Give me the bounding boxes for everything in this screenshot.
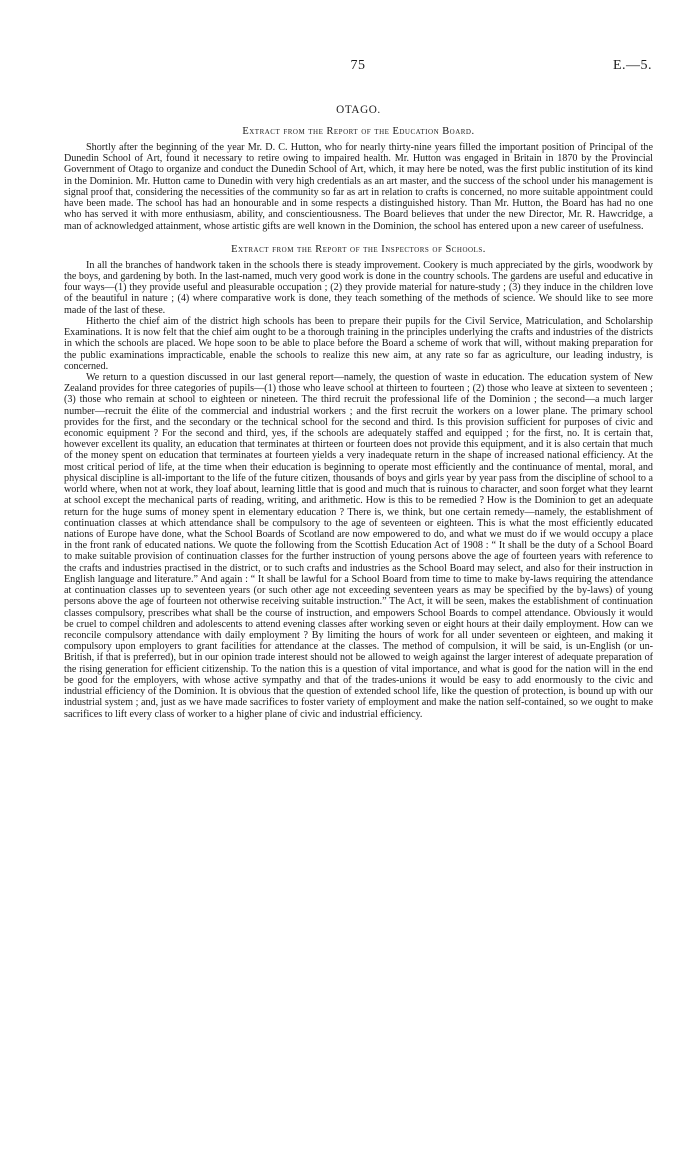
- page-body: [64, 104, 653, 720]
- paragraph: We return to a question discussed in our last general report—namely, the question of waste in education. The education system of New Zealand provides for three categories of pupils—(1) those who leave school at thirteen to fourteen ; (2) those who leave at sixteen to seventeen ; (3) those who remain at school to eighteen or nineteen. The third recruit the professional life of the Dominion ; the second—a much larger number—recruit the élite of the commercial and industrial workers ; and the first recruit the workers on a lower plane. The primary school provides for the first, and the secondary or the technical school for the second and third. Is this provision sufficient for purposes of civic and economic equipment ? For the second and third, yes, if the schools are adequately staffed and equipped ; for the first, no. It is certain that, however excellent its quality, an education that terminates at thirteen or fourteen does not provide this equipment, and it is also certain that much of the money spent on education that terminates at fourteen yields a very inadequate return in the shape of increased national efficiency. At the most critical period of life, at the time when their education is beginning to operate most efficiently and the continuance of mental, moral, and physical discipline is all-important to the life of the future citizen, thousands of boys and girls year by year pass from the discipline of school to a world where, when not at work, they loaf about, learning little that is good and much that is ruinous to character, and soon forget what they learnt at school except the mechanical parts of reading, writing, and arithmetic. How is this to be remedied ? How is the Dominion to get an adequate return for the huge sums of money spent in elementary education ? There is, we think, but one certain remedy—namely, the establishment of continuation classes at which attendance shall be compulsory to the age of seventeen or eighteen. This is what the most efficiently educated nations of Europe have done, what the School Boards of Scotland are now empowered to do, and what we must do if we would occupy a place in the front rank of educated nations. We quote the following from the Scottish Education Act of 1908 : “ It shall be the duty of a School Board to make suitable provision of continuation classes for the further instruction of young persons above the age of fourteen years with reference to the crafts and industries practised in the district, or to such crafts and industries as the School Board may select, and also for their instruction in English language and literature.” And again : “ It shall be lawful for a School Board from time to time to make by-laws requiring the attendance at continuation classes up to seventeen years (or such other age not exceeding seventeen years as may be specified by the by-laws) of young persons above the age of fourteen not otherwise receiving suitable instruction.” The Act, it will be seen, makes the establishment of continuation classes compulsory, prescribes what shall be the course of instruction, and empowers School Boards to compel attendance. Obviously it would be cruel to compel children and adolescents to attend evening classes after working seven or eight hours at their daily employment. How can we reconcile compulsory attendance with daily employment ? By limiting the hours of work for all under seventeen or eighteen, and making it compulsory upon employers to grant facilities for attendance at the classes. The method of compulsion, it will be said, is un-English (or un-British, if that is preferred), but in our opinion trade interest should not be allowed to weigh against the larger interest of adequate preparation of the rising generation for efficient citizenship. To the nation this is a question of vital importance, and what is good for the nation will in the end be good for the employers, with whose active sympathy and that of the trades-unions it would be easy to add enormously to the civic and industrial efficiency of the Dominion. It is obvious that the question of extended school life, like the question of protection, is bound up with our industrial system ; and, just as we have made sacrifices to foster variety of employment and make the nation self-contained, so we ought to make sacrifices to lift every class of worker to a higher plane of civic and industrial efficiency.: [64, 371, 653, 720]
- section-heading-education-board: Extract from the Report of the Education Board.: [242, 126, 475, 137]
- paragraph: In all the branches of handwork taken in the schools there is steady improvement. Cookery is much appreciated by the girls, woodwork by the boys, and gardening by both. In the last-named, much very good work is done in the country schools. The gardens are useful and educative in four ways—(1) they provide useful and pleasurable occupation ; (2) they provide material for nature-study ; (3) they induce in the children love of the beautiful in nature ; (4) where comparative work is done, they teach something of the methods of science. We should like to see more made of the last of these.: [64, 259, 653, 316]
- document-reference: E.—5.: [612, 58, 652, 73]
- section-heading-inspectors: Extract from the Report of the Inspectors of Schools.: [231, 243, 486, 255]
- paragraph: Shortly after the beginning of the year Mr. D. C. Hutton, who for nearly thirty-nine years filled the important position of Principal of the Dunedin School of Art, found it necessary to retire owing to impaired health. Mr. Hutton was engaged in Britain in 1870 by the Provincial Government of Otago to organize and conduct the Dunedin School of Art, which, it may here be noted, was the first public institution of its kind in the Dominion. Mr. Hutton came to Dunedin with very high credentials as an art master, and the success of the school under his management is signal proof that, considering the necessities of the community so far as art in relation to crafts is concerned, no more suitable appointment could have been made. The school has had an honourable and in some respects a distinguished history. Than Mr. Hutton, the Board has had no one who has served it with more enthusiasm, ability, and conscientiousness. The Board believes that under the new Director, Mr. R. Hawcridge, a man of acknowledged attainment, whose artistic gifts are well known in the Dominion, the school has entered upon a new career of usefulness.: [64, 142, 653, 232]
- region-title: OTAGO.: [336, 104, 381, 116]
- page-header: [64, 58, 652, 78]
- page-number: 75: [350, 58, 366, 73]
- paragraph: Hitherto the chief aim of the district high schools has been to prepare their pupils for the Civil Service, Matriculation, and Scholarship Examinations. It is now felt that the chief aim ought to be a thorough training in the principles underlying the crafts and industries of the districts in which the schools are placed. We hope soon to be able to place before the Board a scheme of work that will, without making preparation for the public examinations impracticable, enable the schools to realize this new aim, at any rate so far as agriculture, our leading industry, is concerned.: [64, 315, 653, 372]
